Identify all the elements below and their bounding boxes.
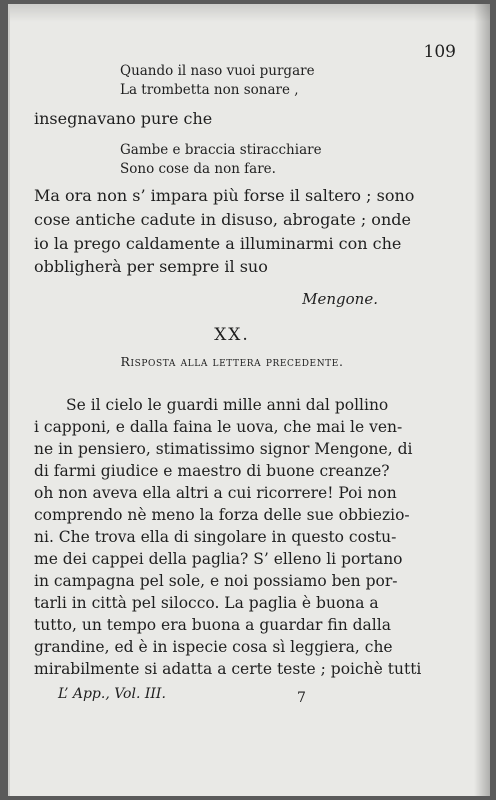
paragraph-line: mirabilmente si adatta a certe teste ; poichè tutti xyxy=(34,660,422,678)
verse-line: Sono cose da non fare. xyxy=(120,161,276,177)
paragraph-line: cose antiche cadute in disuso, abrogate ; onde xyxy=(34,210,411,229)
footer-volume: L’ App., Vol. III. xyxy=(58,686,166,702)
intro-line: insegnavano pure che xyxy=(34,109,213,128)
paragraph-line: ni. Che trova ella di singolare in questo costu- xyxy=(34,528,397,546)
verse-block-1 xyxy=(120,62,315,100)
letter-signature: Mengone. xyxy=(302,290,378,308)
section-number: XX. xyxy=(214,325,250,345)
paragraph-line: tarli in città pel silocco. La paglia è buona a xyxy=(34,594,379,612)
page-edge-shadow xyxy=(474,4,490,796)
paragraph-line: in campagna pel sole, e noi possiamo ben por- xyxy=(34,572,398,590)
page-top-shadow xyxy=(10,4,490,22)
paragraph-line: grandine, ed è in ispecie cosa sì leggiera, che xyxy=(34,638,393,656)
paragraph-line: tutto, un tempo era buona a guardar fin dalla xyxy=(34,616,391,634)
paragraph-line: i capponi, e dalla faina le uova, che mai le ven- xyxy=(34,418,403,436)
paragraph-line: Ma ora non s’ impara più forse il saltero ; sono xyxy=(34,186,415,205)
letter-body xyxy=(34,394,434,680)
verse-line: Gambe e braccia stiracchiare xyxy=(120,142,322,158)
paragraph-line: comprendo nè meno la forza delle sue obbiezio- xyxy=(34,506,410,524)
paragraph-line: oh non aveva ella altri a cui ricorrere! Poi non xyxy=(34,484,397,502)
paragraph-line: ne in pensiero, stimatissimo signor Mengone, di xyxy=(34,440,413,458)
section-title: Risposta alla lettera precedente. xyxy=(120,354,344,369)
verse-line: La trombetta non sonare , xyxy=(120,82,299,98)
page-number: 109 xyxy=(423,42,456,62)
paragraph-line: Se il cielo le guardi mille anni dal pollino xyxy=(66,396,389,414)
verse-block-2 xyxy=(120,141,322,179)
paragraph-line: obbligherà per sempre il suo xyxy=(34,257,268,276)
paragraph-line: me dei cappei della paglia? S’ elleno li portano xyxy=(34,550,403,568)
verse-line: Quando il naso vuoi purgare xyxy=(120,63,315,79)
paragraph-line: io la prego caldamente a illuminarmi con che xyxy=(34,234,402,253)
footer-signature-mark: 7 xyxy=(297,690,306,706)
book-page xyxy=(8,4,490,796)
paragraph-line: di farmi giudice e maestro di buone creanze? xyxy=(34,462,390,480)
